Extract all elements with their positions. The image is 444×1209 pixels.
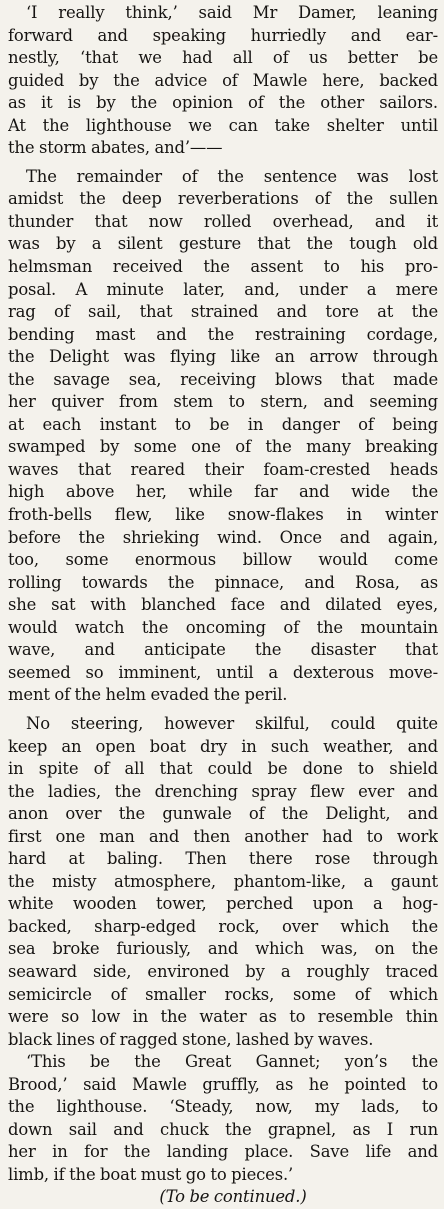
text-line: posal. A minute later, and, under a mere (8, 279, 438, 299)
paragraph-2 (8, 166, 438, 707)
text-line: helmsman received the assent to his pro- (8, 257, 438, 277)
text-line: the savage sea, receiving blows that made (8, 369, 438, 389)
text-line: too, some enormous billow would come (8, 550, 438, 570)
text-line: waves that reared their foam-crested heads (8, 459, 438, 479)
text-line: bending mast and the restraining cordage, (8, 324, 438, 344)
text-line: would watch the oncoming of the mountain (8, 617, 438, 637)
text-line: white wooden tower, perched upon a hog- (8, 894, 438, 914)
text-line: amidst the deep reverberations of the sullen (8, 189, 438, 209)
text-line: limb, if the boat must go to pieces.’ (8, 1164, 294, 1184)
paragraph-3 (8, 713, 438, 1051)
text-line: The remainder of the sentence was lost (26, 166, 438, 186)
text-line: was by a silent gesture that the tough old (8, 234, 438, 254)
text-line: as it is by the opinion of the other sailors. (8, 93, 438, 113)
article-column (8, 2, 438, 1209)
continuation-note: (To be continued.) (159, 1187, 307, 1207)
text-line: semicircle of smaller rocks, some of which (8, 984, 438, 1004)
text-line: down sail and chuck the grapnel, as I run (8, 1119, 438, 1139)
text-line: No steering, however skilful, could quite (26, 713, 438, 733)
text-line: first one man and then another had to work (8, 826, 438, 846)
paragraph-1 (8, 2, 438, 160)
text-line: nestly, ‘that we had all of us better be (8, 48, 438, 68)
text-line: black lines of ragged stone, lashed by waves. (8, 1029, 374, 1049)
text-line: Brood,’ said Mawle gruffly, as he pointed to (8, 1074, 438, 1094)
text-line: froth-bells flew, like snow-flakes in winter (8, 505, 438, 525)
text-line: sea broke furiously, and which was, on the (8, 939, 438, 959)
text-line: before the shrieking wind. Once and again, (8, 527, 438, 547)
text-line: were so low in the water as to resemble thin (8, 1007, 438, 1027)
text-line: high above her, while far and wide the (8, 482, 438, 502)
text-line: At the lighthouse we can take shelter until (8, 115, 438, 135)
text-line: seaward side, environed by a roughly traced (8, 961, 438, 981)
text-line: backed, sharp-edged rock, over which the (8, 916, 438, 936)
paragraph-4 (8, 1051, 438, 1186)
text-line: anon over the gunwale of the Delight, and (8, 804, 438, 824)
text-line: her quiver from stem to stern, and seeming (8, 392, 438, 412)
text-line: swamped by some one of the many breaking (8, 437, 438, 457)
text-line: seemed so imminent, until a dexterous move- (8, 662, 438, 682)
text-line: at each instant to be in danger of being (8, 414, 438, 434)
text-line: guided by the advice of Mawle here, backed (8, 70, 438, 90)
text-line: hard at baling. Then there rose through (8, 849, 438, 869)
text-line: rolling towards the pinnace, and Rosa, as (8, 572, 438, 592)
text-line: keep an open boat dry in such weather, and (8, 736, 438, 756)
text-line: rag of sail, that strained and tore at the (8, 302, 438, 322)
text-line: ment of the helm evaded the peril. (8, 685, 288, 705)
text-line: the lighthouse. ‘Steady, now, my lads, to (8, 1097, 438, 1117)
text-line: thunder that now rolled overhead, and it (8, 211, 438, 231)
text-line: ‘I really think,’ said Mr Damer, leaning (26, 3, 438, 22)
text-line: forward and speaking hurriedly and ear- (8, 25, 438, 45)
text-line: her in for the landing place. Save life and (8, 1142, 438, 1162)
text-line: in spite of all that could be done to shield (8, 759, 438, 779)
text-line: the ladies, the drenching spray flew ever and (8, 781, 438, 801)
text-line: wave, and anticipate the disaster that (8, 640, 438, 660)
text-line: ‘This be the Great Gannet; yon’s the (26, 1052, 438, 1072)
text-line: she sat with blanched face and dilated eyes, (8, 595, 438, 615)
text-line: the misty atmosphere, phantom-like, a gaunt (8, 871, 438, 891)
text-line: the storm abates, and’—— (8, 138, 223, 158)
text-line: the Delight was flying like an arrow through (8, 347, 438, 367)
